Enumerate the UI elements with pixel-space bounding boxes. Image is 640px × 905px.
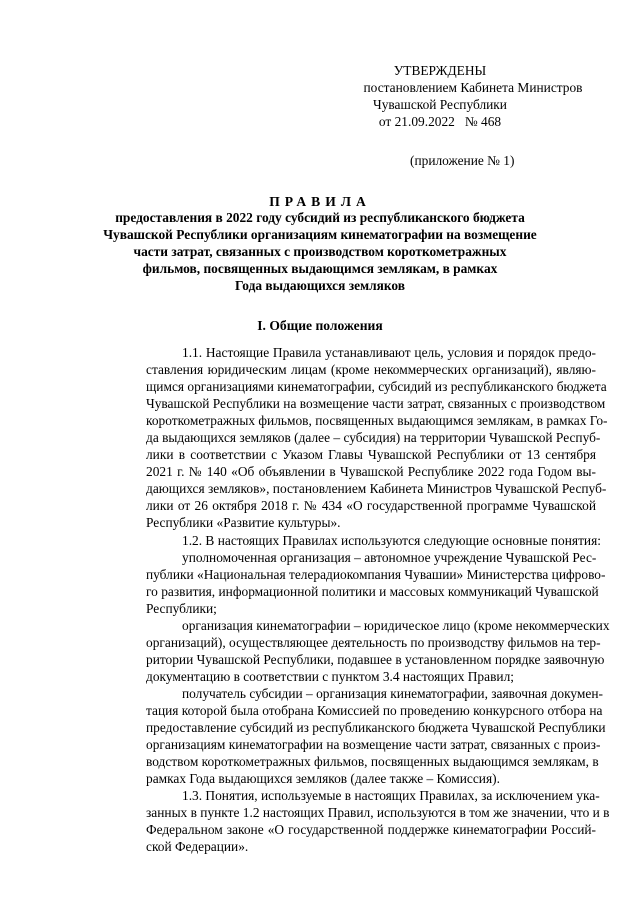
text-line: дающихся земляков», постановлением Кабинета Министров Чувашской Респуб- (146, 481, 607, 497)
text-line: тация которой была отобрана Комиссией по проведению конкурсного отбора на (146, 702, 603, 718)
approval-stamp (340, 62, 610, 169)
text-line: щимся организациями кинематографии, субсидий из республиканского бюджета (146, 379, 607, 395)
text-line: водством короткометражных фильмов, посвященных выдающимся землякам, в (146, 754, 599, 770)
text-line: го развития, информационной политики и массовых коммуникаций Чувашской (146, 583, 599, 599)
document-title: ПРАВИЛА (269, 194, 371, 209)
document-body (110, 344, 610, 855)
text-line: да выдающихся земляков (далее – субсидия) на территории Чувашской Респуб- (146, 430, 601, 446)
text-line: 2021 г. № 140 «Об объявлении в Чувашской Республике 2022 года Годом вы- (146, 464, 596, 480)
text-line: Республики; (146, 600, 217, 616)
subtitle-line: части затрат, связанных с производством короткометражных (133, 244, 507, 259)
text-line: лики в соответствии с Указом Главы Чувашской Республики от 13 сентября (146, 447, 596, 463)
approval-date-number: от 21.09.2022 № 468 (378, 114, 502, 129)
paragraph-1-2 (110, 532, 601, 549)
text-line: предоставление субсидий из республиканского бюджета Чувашской Республики (146, 720, 606, 736)
text-line: организация кинематографии – юридическое лицо (кроме некоммерческих (182, 617, 610, 633)
text-line: уполномоченная организация – автономное учреждение Чувашской Рес- (182, 549, 597, 565)
subtitle-line: фильмов, посвященных выдающимся землякам, в рамках (142, 261, 498, 276)
text-line: занных в пункте 1.2 настоящих Правил, используются в том же значении, что и в (146, 805, 610, 821)
text-line: ритории Чувашской Республики, подавшее в установленном порядке заявочную (146, 651, 605, 667)
text-line: лики от 26 октября 2018 г. № 434 «О государственной программе Чувашской (146, 498, 596, 514)
subtitle-line: Года выдающихся земляков (234, 278, 406, 293)
section-heading: I. Общие положения (257, 318, 383, 333)
text-line: организаций), осуществляющее деятельность по производству фильмов на тер- (146, 634, 601, 650)
text-line: Республики «Развитие культуры». (146, 515, 341, 531)
approval-annex: (приложение № 1) (410, 153, 515, 168)
approval-approved: УТВЕРЖДЕНЫ (393, 63, 487, 78)
paragraph-authorized-organization (110, 549, 606, 617)
text-line: Федеральном законе «О государственной поддержке кинематографии Россий- (146, 822, 596, 838)
subtitle-line: Чувашской Республики организациям кинематографии на возмещение (103, 227, 537, 242)
document-subtitle (100, 209, 540, 294)
text-line: 1.3. Понятия, используемые в настоящих Правилах, за исключением ука- (182, 788, 600, 804)
text-line: получатель субсидии – организация кинематографии, заявочная докумен- (182, 685, 603, 701)
text-line: 1.2. В настоящих Правилах используются следующие основные понятия: (182, 532, 601, 548)
paragraph-1-1 (110, 344, 608, 532)
text-line: рамках Года выдающихся земляков (далее также – Комиссия). (146, 771, 500, 787)
paragraph-cinema-organization (110, 617, 610, 685)
text-line: Чувашской Республики на возмещение части затрат, связанных с производством (146, 396, 606, 412)
paragraph-subsidy-recipient (110, 685, 606, 787)
subtitle-line: предоставления в 2022 году субсидий из республиканского бюджета (115, 210, 525, 225)
approval-republic: Чувашской Республики (373, 97, 507, 112)
text-line: публики «Национальная телерадиокомпания Чувашии» Министерства цифрово- (146, 566, 606, 582)
text-line: документацию в соответствии с пунктом 3.4 настоящих Правил; (146, 668, 514, 684)
text-line: ской Федерации». (146, 839, 249, 855)
text-line: организациям кинематографии на возмещение части затрат, связанных с произ- (146, 737, 601, 753)
text-line: 1.1. Настоящие Правила устанавливают цель, условия и порядок предо- (182, 345, 596, 360)
approval-by: постановлением Кабинета Министров (363, 80, 583, 95)
paragraph-1-3 (110, 787, 610, 855)
text-line: ставления юридическим лицам (кроме некоммерческих организаций), являю- (146, 362, 596, 378)
text-line: короткометражных фильмов, посвященных выдающимся землякам, в рамках Го- (146, 413, 608, 429)
